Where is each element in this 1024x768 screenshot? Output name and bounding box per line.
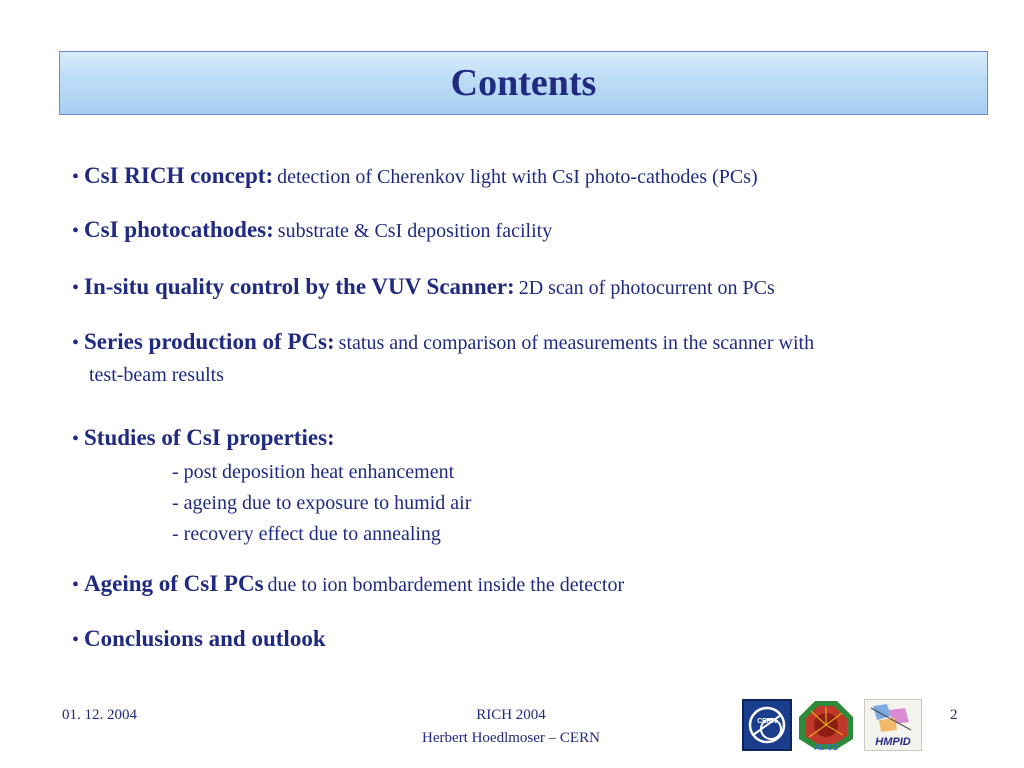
sub-item: - ageing due to exposure to humid air [172, 492, 472, 514]
footer-author: Herbert Hoedlmoser – CERN [422, 730, 600, 746]
sub-item: - post deposition heat enhancement [172, 461, 455, 483]
hmpid-logo-icon [865, 700, 921, 750]
bullet-item [72, 217, 552, 243]
bullet-item [72, 329, 814, 355]
bullet-description: substrate & CsI deposition facility [277, 220, 553, 242]
bullet-item [72, 571, 624, 597]
bullet-description: 2D scan of photocurrent on PCs [518, 277, 775, 299]
bullet-description: detection of Cherenkov light with CsI photo-cathodes (PCs) [277, 166, 758, 188]
footer-date: 01. 12. 2004 [62, 707, 137, 723]
bullet-dot: • [72, 428, 85, 450]
bullet-description: status and comparison of measurements in the scanner with [338, 332, 815, 354]
bullet-heading: Series production of PCs: [84, 329, 335, 354]
bullet-item [72, 163, 758, 189]
bullet-heading: CsI RICH concept: [84, 163, 274, 188]
cern-logo-icon [747, 705, 787, 745]
cern-logo [742, 699, 792, 751]
hmpid-logo [864, 699, 922, 751]
bullet-item [72, 626, 326, 652]
bullet-dot: • [72, 629, 85, 651]
bullet-dot: • [72, 332, 85, 354]
bullet-description: due to ion bombardement inside the detector [267, 574, 625, 596]
alice-logo-icon [797, 699, 855, 751]
sub-item: - recovery effect due to annealing [172, 523, 441, 545]
bullet-item [72, 425, 335, 451]
bullet-heading: In-situ quality control by the VUV Scanner: [84, 274, 515, 299]
alice-logo [797, 699, 855, 751]
title-box [59, 51, 988, 115]
bullet-dot: • [72, 277, 85, 299]
bullet-dot: • [72, 166, 85, 188]
alice-logo-text: ALICE [814, 743, 838, 751]
bullet-heading: Conclusions and outlook [84, 626, 326, 651]
slide-title: Contents [450, 62, 597, 104]
bullet-heading: CsI photocathodes: [84, 217, 274, 242]
cern-logo-text: CERN [757, 718, 777, 725]
bullet-heading: Studies of CsI properties: [84, 425, 335, 450]
bullet-dot: • [72, 220, 85, 242]
hmpid-logo-text: HMPID [875, 736, 911, 748]
bullet-item [72, 274, 775, 300]
bullet-heading: Ageing of CsI PCs [84, 571, 264, 596]
footer-page-number: 2 [950, 707, 958, 723]
bullet-continuation: test-beam results [89, 364, 224, 386]
footer-conference: RICH 2004 [476, 707, 546, 723]
bullet-dot: • [72, 574, 85, 596]
